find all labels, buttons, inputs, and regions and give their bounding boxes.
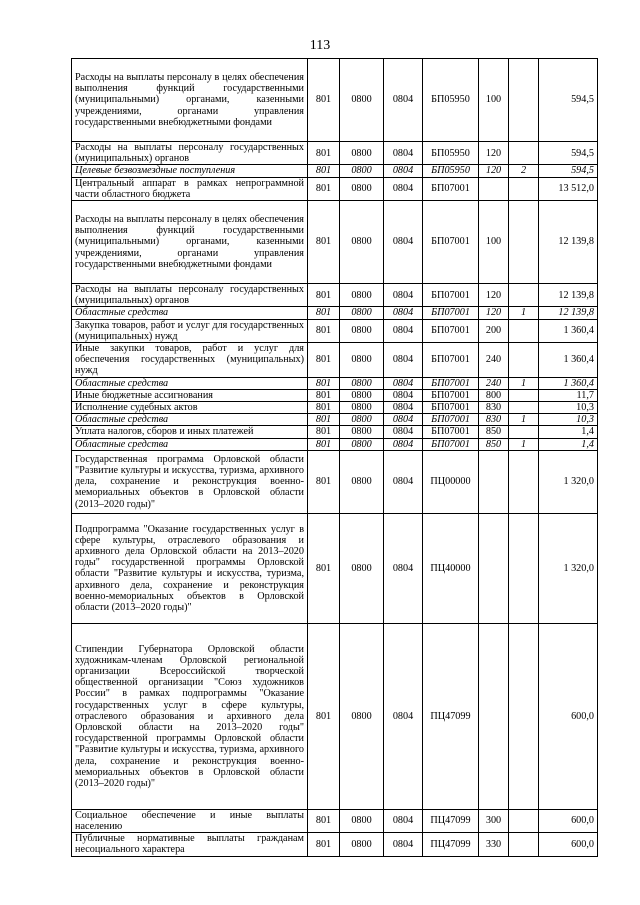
row-amount: 11,7 [539,389,598,401]
page-number: 113 [309,38,331,53]
row-expense-type: 100 [479,59,509,142]
row-subsection-code: 0804 [384,59,423,142]
row-subsection-code: 0804 [384,142,423,165]
row-expense-type: 330 [479,833,509,856]
row-source-code [509,319,539,342]
row-name: Областные средства [72,307,308,319]
row-ministry-code: 801 [308,389,340,401]
row-section-code: 0800 [340,142,384,165]
table-row [72,284,598,307]
row-ministry-code: 801 [308,377,340,389]
row-expense-type [479,177,509,200]
row-expense-type [479,450,509,513]
row-amount: 1 320,0 [539,513,598,623]
row-ministry-code: 801 [308,402,340,414]
row-expense-type: 200 [479,319,509,342]
row-section-code: 0800 [340,623,384,809]
row-amount: 600,0 [539,623,598,809]
row-amount: 12 139,8 [539,201,598,284]
row-section-code: 0800 [340,165,384,177]
table-row [72,414,598,426]
row-section-code: 0800 [340,284,384,307]
row-target-code: ПЦ47099 [423,623,479,809]
row-ministry-code: 801 [308,165,340,177]
row-subsection-code: 0804 [384,438,423,450]
row-target-code: БП05950 [423,59,479,142]
table-row [72,377,598,389]
row-ministry-code: 801 [308,201,340,284]
row-target-code: БП07001 [423,201,479,284]
row-target-code: БП07001 [423,402,479,414]
row-subsection-code: 0804 [384,426,423,438]
row-source-code [509,450,539,513]
row-amount: 600,0 [539,809,598,832]
row-section-code: 0800 [340,426,384,438]
row-section-code: 0800 [340,319,384,342]
row-source-code [509,284,539,307]
row-ministry-code: 801 [308,177,340,200]
row-target-code: БП07001 [423,377,479,389]
row-subsection-code: 0804 [384,284,423,307]
row-target-code: БП07001 [423,343,479,378]
row-source-code: 1 [509,307,539,319]
row-expense-type: 240 [479,377,509,389]
row-subsection-code: 0804 [384,414,423,426]
row-target-code: БП07001 [423,426,479,438]
row-amount: 12 139,8 [539,307,598,319]
row-expense-type: 830 [479,414,509,426]
row-source-code [509,833,539,856]
row-name: Публичные нормативные выплаты гражданам несоциального характера [72,833,308,856]
table-row [72,177,598,200]
row-subsection-code: 0804 [384,343,423,378]
table-row [72,623,598,809]
table-row [72,389,598,401]
row-target-code: БП07001 [423,438,479,450]
row-expense-type: 100 [479,201,509,284]
row-target-code: БП07001 [423,414,479,426]
row-name: Областные средства [72,377,308,389]
row-source-code [509,426,539,438]
row-source-code [509,623,539,809]
row-source-code [509,389,539,401]
row-amount: 594,5 [539,142,598,165]
row-name: Подпрограмма "Оказание государственных услуг в сфере культуры, отраслевого образования и архивного дела Орловской области на 2013–2020 годы" государственной программы Орловской области "Развитие культуры и искусства, туризма, архивного дела, сохранение и реконструкция военно-мемориальных объектов в Орловской области (2013–2020 годы)" [72,513,308,623]
row-name: Расходы на выплаты персоналу в целях обеспечения выполнения функций государственными (муниципальными) органами, казенными учреждениями, органами управления государственными внебюджетными фондами [72,201,308,284]
row-expense-type: 800 [479,389,509,401]
row-expense-type: 120 [479,307,509,319]
row-expense-type: 240 [479,343,509,378]
row-source-code: 2 [509,165,539,177]
row-section-code: 0800 [340,438,384,450]
row-ministry-code: 801 [308,414,340,426]
table-row [72,402,598,414]
row-amount: 10,3 [539,402,598,414]
row-amount: 1 360,4 [539,319,598,342]
row-expense-type: 120 [479,165,509,177]
row-target-code: БП07001 [423,177,479,200]
row-target-code: БП07001 [423,307,479,319]
row-amount: 1,4 [539,438,598,450]
row-subsection-code: 0804 [384,165,423,177]
row-target-code: ПЦ40000 [423,513,479,623]
row-name: Областные средства [72,414,308,426]
row-source-code [509,59,539,142]
table-row [72,307,598,319]
row-target-code: БП07001 [423,284,479,307]
row-name: Иные бюджетные ассигнования [72,389,308,401]
table-row [72,426,598,438]
row-source-code [509,402,539,414]
table-row [72,513,598,623]
row-section-code: 0800 [340,414,384,426]
row-subsection-code: 0804 [384,809,423,832]
row-subsection-code: 0804 [384,623,423,809]
row-subsection-code: 0804 [384,377,423,389]
row-name: Расходы на выплаты персоналу государственных (муниципальных) органов [72,284,308,307]
row-name: Областные средства [72,438,308,450]
row-source-code [509,142,539,165]
row-amount: 12 139,8 [539,284,598,307]
row-expense-type [479,623,509,809]
row-expense-type: 830 [479,402,509,414]
row-ministry-code: 801 [308,809,340,832]
row-ministry-code: 801 [308,438,340,450]
row-name: Закупка товаров, работ и услуг для государственных (муниципальных) нужд [72,319,308,342]
row-subsection-code: 0804 [384,319,423,342]
row-section-code: 0800 [340,307,384,319]
row-section-code: 0800 [340,833,384,856]
row-ministry-code: 801 [308,623,340,809]
row-source-code [509,513,539,623]
row-subsection-code: 0804 [384,389,423,401]
row-section-code: 0800 [340,513,384,623]
row-amount: 594,5 [539,59,598,142]
table-row [72,165,598,177]
row-target-code: БП05950 [423,142,479,165]
row-subsection-code: 0804 [384,177,423,200]
row-source-code: 1 [509,377,539,389]
row-amount: 594,5 [539,165,598,177]
row-target-code: ПЦ47099 [423,833,479,856]
row-expense-type: 850 [479,426,509,438]
row-name: Стипендии Губернатора Орловской области художникам-членам Орловской региональной организации Всероссийской творческой общественной организации "Союз художников России" в рамках подпрограммы "Оказание государственных услуг в сфере культуры, отраслевого образования и архивного дела Орловской области на 2013–2020 годы" государственной программы Орловской области "Развитие культуры и искусства, туризма, архивного дела, сохранение и реконструкция военно-мемориальных объектов в Орловской области (2013–2020 годы)" [72,623,308,809]
row-amount: 13 512,0 [539,177,598,200]
table-row [72,319,598,342]
row-subsection-code: 0804 [384,201,423,284]
table-row [72,809,598,832]
row-subsection-code: 0804 [384,833,423,856]
row-source-code: 1 [509,438,539,450]
row-section-code: 0800 [340,809,384,832]
row-target-code: БП05950 [423,165,479,177]
row-subsection-code: 0804 [384,402,423,414]
table-row [72,59,598,142]
row-amount: 1 360,4 [539,343,598,378]
row-section-code: 0800 [340,389,384,401]
row-ministry-code: 801 [308,59,340,142]
table-row [72,450,598,513]
row-expense-type: 850 [479,438,509,450]
row-section-code: 0800 [340,450,384,513]
row-ministry-code: 801 [308,284,340,307]
row-target-code: БП07001 [423,319,479,342]
row-ministry-code: 801 [308,142,340,165]
row-source-code [509,201,539,284]
table-row [72,343,598,378]
row-name: Социальное обеспечение и иные выплаты населению [72,809,308,832]
row-section-code: 0800 [340,377,384,389]
row-section-code: 0800 [340,402,384,414]
row-name: Иные закупки товаров, работ и услуг для обеспечения государственных (муниципальных) нужд [72,343,308,378]
row-target-code: БП07001 [423,389,479,401]
row-amount: 600,0 [539,833,598,856]
row-section-code: 0800 [340,343,384,378]
row-expense-type: 300 [479,809,509,832]
row-ministry-code: 801 [308,513,340,623]
row-ministry-code: 801 [308,833,340,856]
row-ministry-code: 801 [308,319,340,342]
budget-table [71,58,598,857]
row-amount: 1 360,4 [539,377,598,389]
row-source-code [509,343,539,378]
row-subsection-code: 0804 [384,450,423,513]
row-name: Расходы на выплаты персоналу в целях обеспечения выполнения функций государственными (муниципальными) органами, казенными учреждениями, органами управления государственными внебюджетными фондами [72,59,308,142]
row-amount: 1 320,0 [539,450,598,513]
row-subsection-code: 0804 [384,513,423,623]
row-name: Центральный аппарат в рамках непрограммной части областного бюджета [72,177,308,200]
row-ministry-code: 801 [308,450,340,513]
row-expense-type: 120 [479,142,509,165]
row-expense-type: 120 [479,284,509,307]
row-section-code: 0800 [340,201,384,284]
table-row [72,438,598,450]
row-amount: 10,3 [539,414,598,426]
row-source-code [509,177,539,200]
row-name: Уплата налогов, сборов и иных платежей [72,426,308,438]
row-ministry-code: 801 [308,426,340,438]
row-name: Государственная программа Орловской области "Развитие культуры и искусства, туризма, архивного дела, сохранение и реконструкция военно-мемориальных объектов в Орловской области (2013–2020 годы)" [72,450,308,513]
row-name: Расходы на выплаты персоналу государственных (муниципальных) органов [72,142,308,165]
row-subsection-code: 0804 [384,307,423,319]
row-source-code: 1 [509,414,539,426]
row-name: Целевые безвозмездные поступления [72,165,308,177]
table-row [72,833,598,856]
row-target-code: ПЦ00000 [423,450,479,513]
row-section-code: 0800 [340,59,384,142]
row-section-code: 0800 [340,177,384,200]
row-ministry-code: 801 [308,343,340,378]
row-source-code [509,809,539,832]
table-row [72,201,598,284]
row-target-code: ПЦ47099 [423,809,479,832]
row-amount: 1,4 [539,426,598,438]
row-expense-type [479,513,509,623]
row-name: Исполнение судебных актов [72,402,308,414]
row-ministry-code: 801 [308,307,340,319]
table-row [72,142,598,165]
